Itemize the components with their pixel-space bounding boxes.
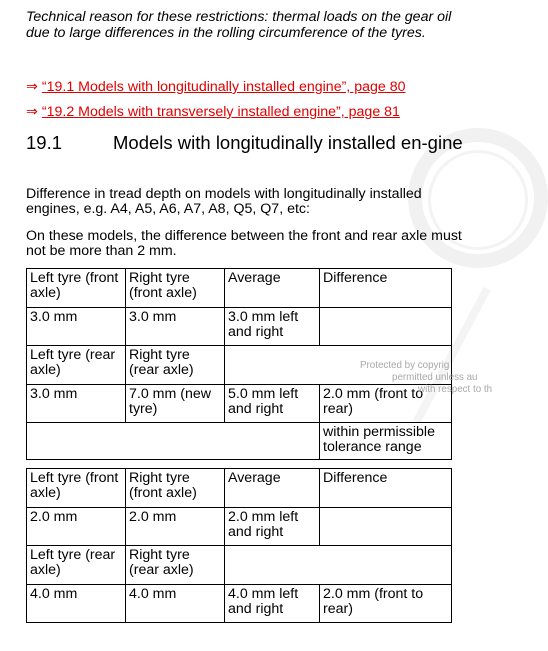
cell-left-front: 3.0 mm — [27, 308, 126, 346]
arrow-right-icon: ⇒ — [26, 79, 38, 95]
header-right-front: Right tyre (front axle) — [126, 469, 225, 508]
cell-right-rear: 7.0 mm (new tyre) — [126, 385, 225, 423]
header-left-rear: Left tyre (rear axle) — [27, 346, 126, 385]
table-row — [27, 423, 452, 460]
header-difference: Difference — [320, 469, 452, 508]
cell-difference — [320, 308, 452, 346]
table-row — [27, 546, 452, 585]
watermark-line: Protected by copyrig — [360, 360, 450, 371]
tread-depth-table-2 — [26, 468, 452, 623]
header-left-front: Left tyre (front axle) — [27, 269, 126, 308]
cell-average: 2.0 mm left and right — [225, 508, 320, 546]
copyright-watermark — [360, 360, 493, 396]
paragraph-axle-limit: On these models, the difference between the front and rear axle must not be more than 2 mm. — [26, 228, 462, 259]
table-row — [27, 508, 452, 546]
cell-average: 5.0 mm left and right — [225, 385, 320, 423]
cell-left-front: 2.0 mm — [27, 508, 126, 546]
header-left-front: Left tyre (front axle) — [27, 469, 126, 508]
cell-average: 3.0 mm left and right — [225, 308, 320, 346]
watermark-line: with respect to th — [418, 384, 493, 395]
table-row — [27, 585, 452, 623]
table-row — [27, 469, 452, 508]
cell-difference — [320, 508, 452, 546]
header-left-rear: Left tyre (rear axle) — [27, 546, 126, 585]
header-average: Average — [225, 269, 320, 308]
cell-difference: 2.0 mm (front to rear) — [320, 385, 452, 423]
cell-right-front: 2.0 mm — [126, 508, 225, 546]
cell-average: 4.0 mm left and right — [225, 585, 320, 623]
cell-difference: 2.0 mm (front to rear) — [320, 585, 452, 623]
cell-left-rear: 3.0 mm — [27, 385, 126, 423]
header-average: Average — [225, 469, 320, 508]
watermark-line: permitted unless au — [392, 372, 478, 383]
paragraph-tread-depth: Difference in tread depth on models with longitudinally installed engines, e.g. A4, A5, A6, A7, A8, Q5, Q7, etc: — [26, 186, 422, 217]
header-difference: Difference — [320, 269, 452, 308]
link-text: “19.1 Models with longitudinally installed engine”, page 80 — [41, 79, 406, 95]
section-number: 19.1 — [26, 132, 63, 153]
empty-cell — [27, 423, 320, 460]
table-row — [27, 308, 452, 346]
section-title: Models with longitudinally installed en-gine — [113, 132, 463, 153]
intro-note: Technical reason for these restrictions: thermal loads on the gear oil due to large differences in the rolling circumference of the tyres. — [26, 9, 452, 41]
cell-tolerance-note: within permissible tolerance range — [320, 423, 452, 460]
arrow-right-icon: ⇒ — [26, 104, 38, 120]
empty-cell — [225, 546, 452, 585]
table-row — [27, 269, 452, 308]
cell-left-rear: 4.0 mm — [27, 585, 126, 623]
link-text: “19.2 Models with transversely installed engine”, page 81 — [41, 104, 400, 120]
header-right-rear: Right tyre (rear axle) — [126, 346, 225, 385]
link-section-19-1[interactable] — [26, 79, 405, 95]
header-right-rear: Right tyre (rear axle) — [126, 546, 225, 585]
header-right-front: Right tyre (front axle) — [126, 269, 225, 308]
cell-right-rear: 4.0 mm — [126, 585, 225, 623]
link-section-19-2[interactable] — [26, 104, 400, 120]
cell-right-front: 3.0 mm — [126, 308, 225, 346]
